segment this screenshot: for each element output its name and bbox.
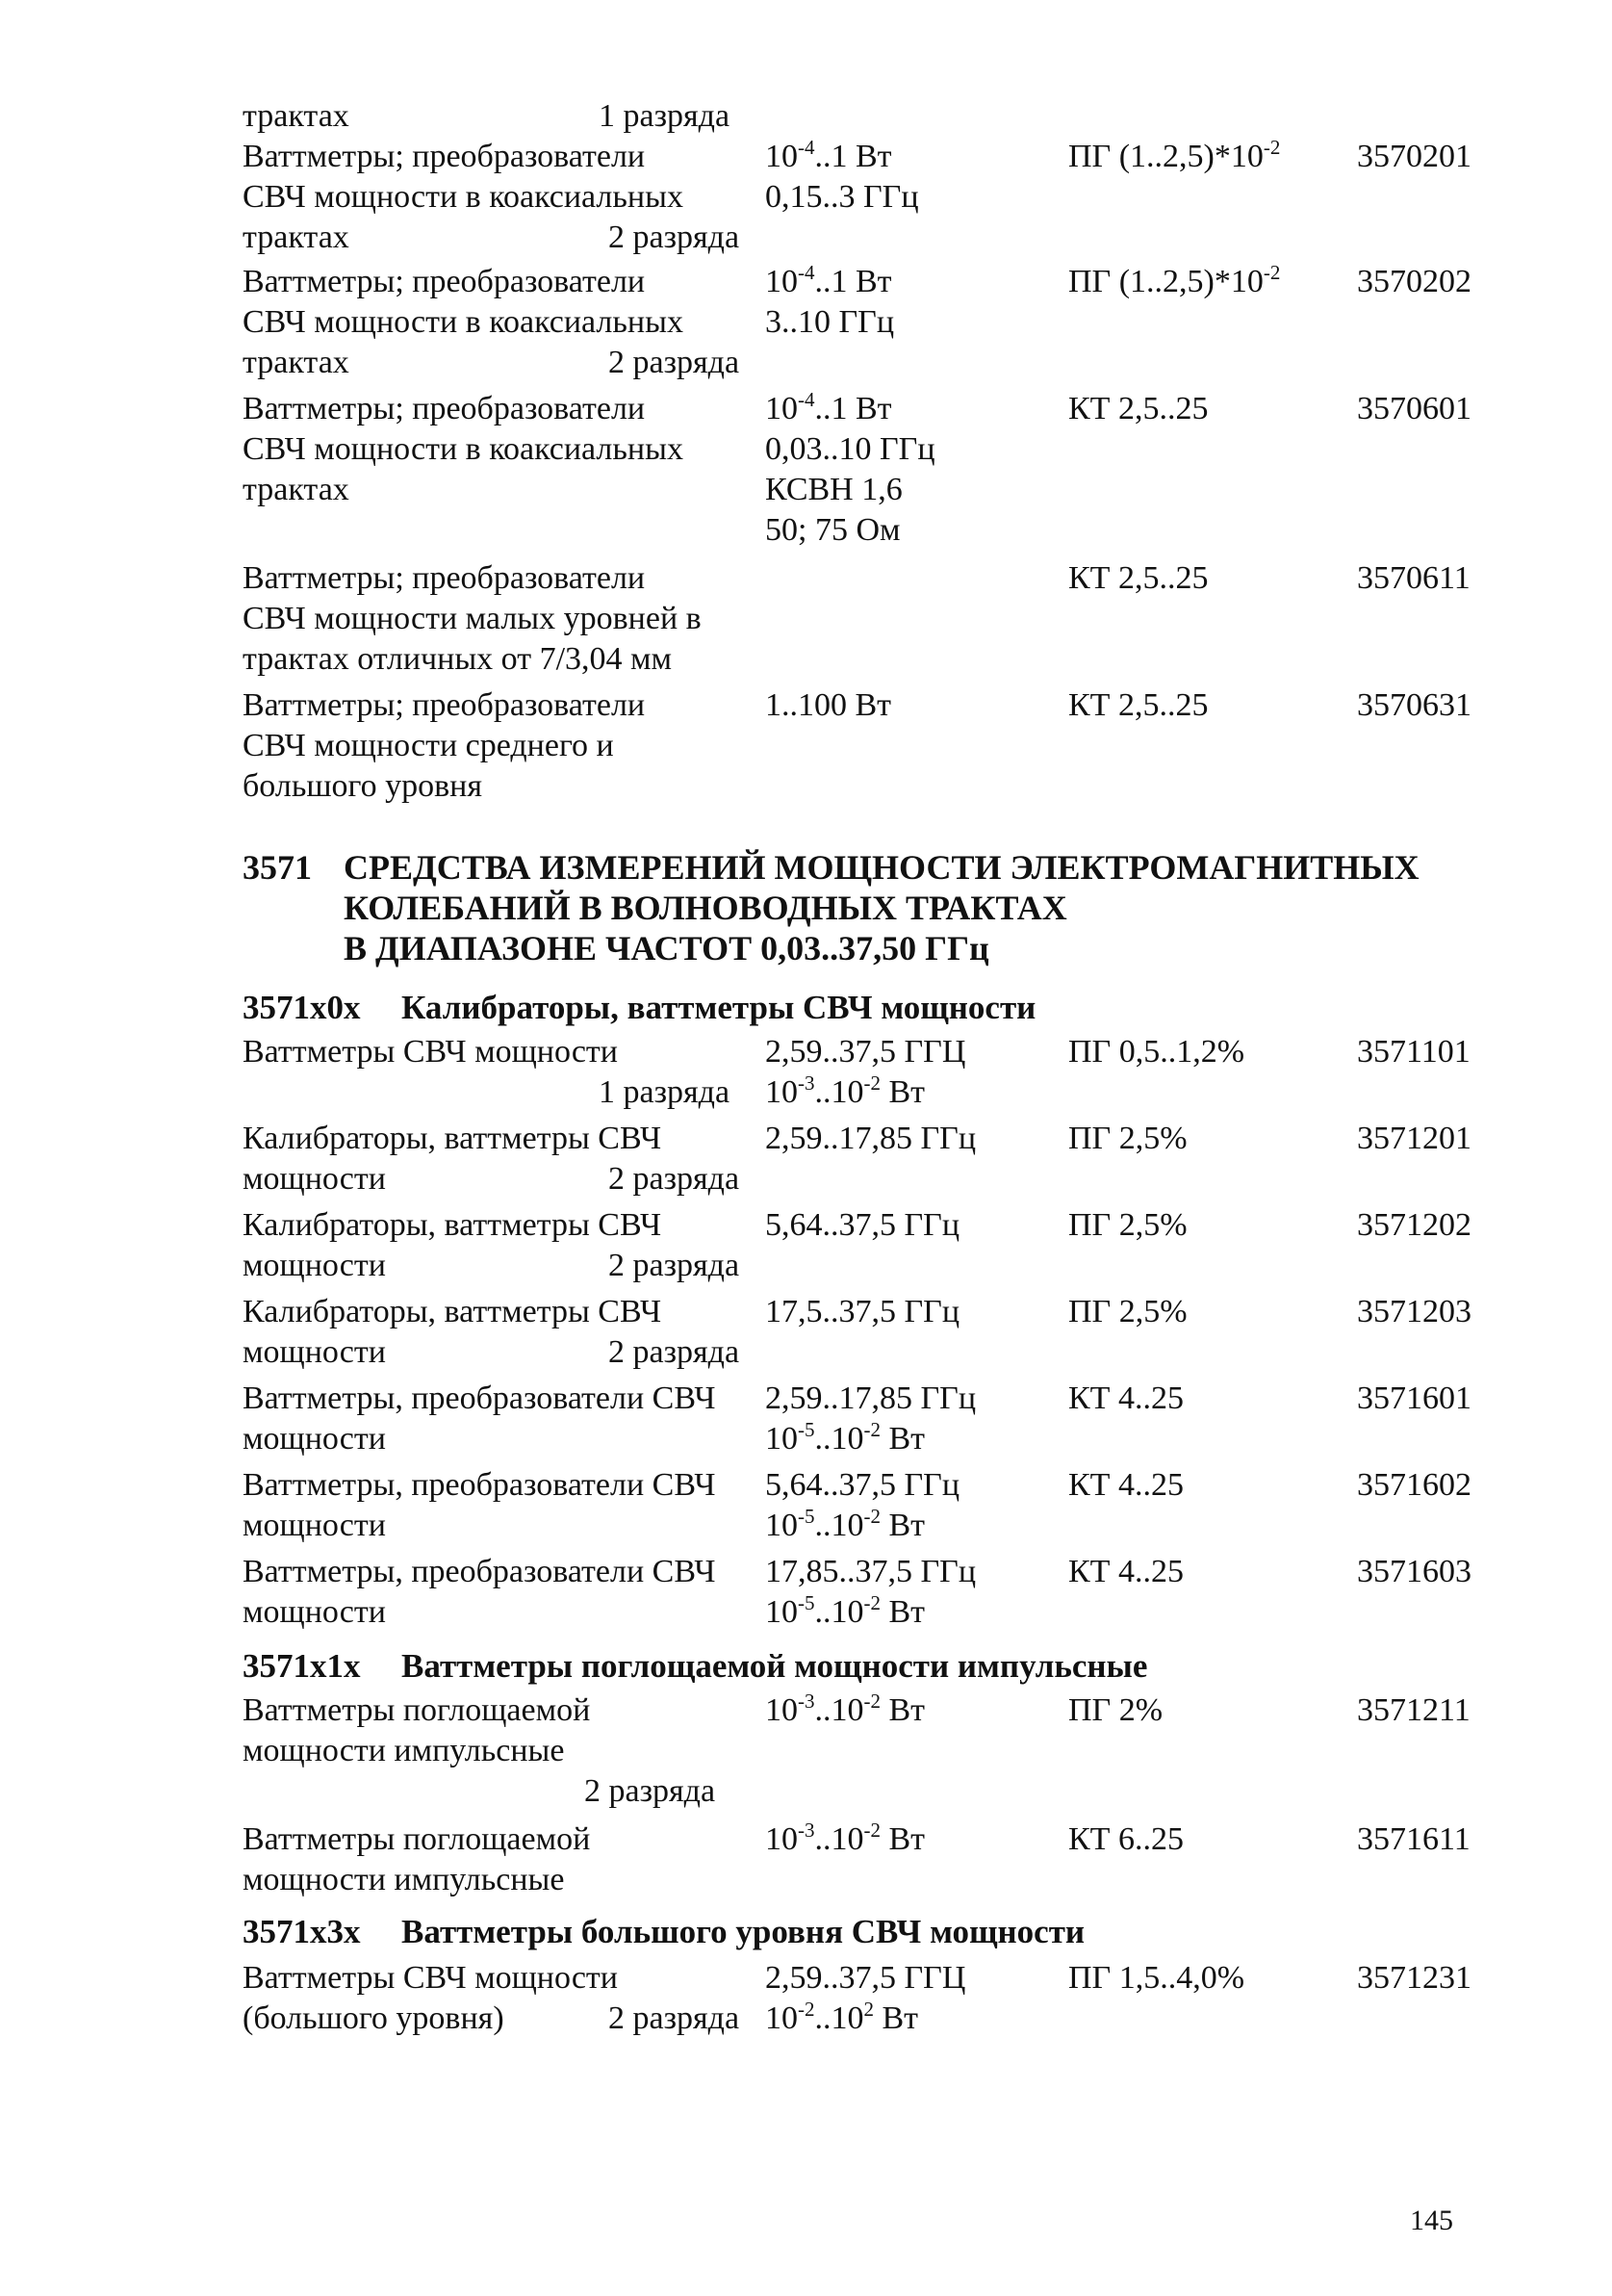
type-code: 3571611 (1357, 1821, 1471, 1857)
description-line: Ваттметры; преобразователи (243, 264, 646, 299)
frequency-range: 0,03..10 ГГц (765, 431, 935, 467)
description-line: мощности (243, 1508, 386, 1543)
subsection-heading (243, 1912, 1085, 1952)
frequency-range: 2,59..37,5 ГГЦ (765, 1960, 966, 1996)
power-range: $10^{-5}..10^{-2}$ Вт (765, 1418, 926, 1457)
description-line: (большого уровня) (243, 2000, 504, 2036)
power-range: $10^{-4}..1$ Вт (765, 388, 892, 426)
error-limit: ПГ 2% (1068, 1692, 1164, 1728)
description-line: СВЧ мощности в коаксиальных (243, 304, 683, 340)
page-number: 145 (1410, 2205, 1453, 2236)
error-limit: ПГ $(1..2,5)*10^{-2}$ (1068, 136, 1281, 174)
description-line: мощности (243, 1334, 386, 1370)
type-code: 3571231 (1357, 1960, 1471, 1996)
power-range: 1..100 Вт (765, 687, 892, 723)
description-line: Ваттметры СВЧ мощности (243, 1034, 618, 1070)
error-limit: ПГ $(1..2,5)*10^{-2}$ (1068, 261, 1281, 299)
power-range: $10^{-5}..10^{-2}$ Вт (765, 1591, 926, 1630)
description-line: Ваттметры СВЧ мощности (243, 1960, 618, 1996)
type-code: 3570611 (1357, 560, 1471, 596)
power-range: $10^{-4}..1$ Вт (765, 261, 892, 299)
subsection-code: 3571x0x (243, 989, 361, 1026)
power-range: $10^{-3}..10^{-2}$ Вт (765, 1071, 926, 1110)
impedance-value: 50; 75 Ом (765, 512, 901, 548)
frequency-range: 2,59..37,5 ГГЦ (765, 1034, 966, 1070)
description-line: СВЧ мощности в коаксиальных (243, 179, 683, 215)
frequency-range: 5,64..37,5 ГГц (765, 1467, 960, 1503)
description-line: Ваттметры, преобразователи СВЧ (243, 1554, 716, 1589)
type-code: 3571211 (1357, 1692, 1471, 1728)
error-limit: КТ 4..25 (1068, 1467, 1184, 1503)
rank-text: 2 разряда (608, 345, 740, 380)
description-line: Ваттметры; преобразователи (243, 139, 646, 174)
section-code: 3571 (243, 848, 312, 887)
description-line: трактах (243, 472, 349, 507)
type-code: 3571202 (1357, 1207, 1471, 1243)
error-limit: ПГ 2,5% (1068, 1294, 1188, 1329)
subsection-heading (243, 1646, 1147, 1687)
error-limit: ПГ 1,5..4,0% (1068, 1960, 1245, 1996)
description-line: Калибраторы, ваттметры СВЧ (243, 1121, 662, 1156)
description-line: мощности (243, 1594, 386, 1630)
error-limit: ПГ 2,5% (1068, 1207, 1188, 1243)
error-limit: КТ 4..25 (1068, 1554, 1184, 1589)
rank-text: 2 разряда (608, 2000, 740, 2036)
description-line: мощности (243, 1421, 386, 1457)
type-code: 3571601 (1357, 1380, 1471, 1416)
description-line: мощности импульсные (243, 1862, 565, 1897)
power-range: $10^{-3}..10^{-2}$ Вт (765, 1819, 926, 1857)
section-title-line: СРЕДСТВА ИЗМЕРЕНИЙ МОЩНОСТИ ЭЛЕКТРОМАГНИТНЫХ (344, 848, 1420, 887)
subsection-title: Ваттметры поглощаемой мощности импульсные (401, 1647, 1148, 1685)
description-line: СВЧ мощности среднего и (243, 728, 614, 763)
frequency-range: 5,64..37,5 ГГц (765, 1207, 960, 1243)
rank-text: 2 разряда (608, 219, 740, 255)
frequency-range: 17,5..37,5 ГГц (765, 1294, 960, 1329)
error-limit: КТ 2,5..25 (1068, 687, 1209, 723)
description-line: Ваттметры, преобразователи СВЧ (243, 1380, 716, 1416)
type-code: 3570631 (1357, 687, 1471, 723)
description-line: Ваттметры; преобразователи (243, 391, 646, 426)
subsection-title: Ваттметры большого уровня СВЧ мощности (401, 1913, 1086, 1950)
description-line: мощности (243, 1248, 386, 1283)
error-limit: КТ 2,5..25 (1068, 560, 1209, 596)
subsection-code: 3571x1x (243, 1647, 361, 1685)
description-line: Ваттметры, преобразователи СВЧ (243, 1467, 716, 1503)
description-line: СВЧ мощности малых уровней в (243, 601, 702, 636)
description-line: Ваттметры поглощаемой (243, 1692, 591, 1728)
frequency-range: 2,59..17,85 ГГц (765, 1380, 977, 1416)
description-line: мощности (243, 1161, 386, 1197)
rank-text: 2 разряда (584, 1773, 716, 1809)
type-code: 3570202 (1357, 264, 1471, 299)
section-title-line: КОЛЕБАНИЙ В ВОЛНОВОДНЫХ ТРАКТАХ (344, 889, 1067, 927)
description-line: Ваттметры; преобразователи (243, 560, 646, 596)
type-code: 3570201 (1357, 139, 1471, 174)
description-line: Калибраторы, ваттметры СВЧ (243, 1207, 662, 1243)
type-code: 3571603 (1357, 1554, 1471, 1589)
rank-text: 1 разряда (599, 1074, 730, 1110)
subsection-title: Калибраторы, ваттметры СВЧ мощности (401, 989, 1036, 1026)
description-line: Калибраторы, ваттметры СВЧ (243, 1294, 662, 1329)
subsection-heading (243, 988, 1036, 1028)
type-code: 3570601 (1357, 391, 1471, 426)
description-line: Ваттметры поглощаемой (243, 1821, 591, 1857)
rank-text: 2 разряда (608, 1248, 740, 1283)
frequency-range: 0,15..3 ГГц (765, 179, 919, 215)
description-text: трактах (243, 98, 349, 134)
frequency-range: 17,85..37,5 ГГц (765, 1554, 977, 1589)
frequency-range: 3..10 ГГц (765, 304, 895, 340)
subsection-code: 3571x3x (243, 1913, 361, 1950)
type-code: 3571201 (1357, 1121, 1471, 1156)
vswr-value: КСВН 1,6 (765, 472, 903, 507)
error-limit: КТ 4..25 (1068, 1380, 1184, 1416)
description-line: трактах (243, 345, 349, 380)
description-line: мощности импульсные (243, 1733, 565, 1768)
power-range: $10^{-2}..10^2$ Вт (765, 1998, 919, 2036)
power-range: $10^{-5}..10^{-2}$ Вт (765, 1505, 926, 1543)
type-code: 3571101 (1357, 1034, 1471, 1070)
error-limit: ПГ 2,5% (1068, 1121, 1188, 1156)
description-line: трактах отличных от 7/3,04 мм (243, 641, 673, 677)
rank-text: 2 разряда (608, 1161, 740, 1197)
error-limit: ПГ 0,5..1,2% (1068, 1034, 1245, 1070)
type-code: 3571203 (1357, 1294, 1471, 1329)
description-line: большого уровня (243, 768, 482, 804)
power-range: $10^{-3}..10^{-2}$ Вт (765, 1690, 926, 1728)
description-line: трактах (243, 219, 349, 255)
power-range: $10^{-4}..1$ Вт (765, 136, 892, 174)
error-limit: КТ 2,5..25 (1068, 391, 1209, 426)
description-line: СВЧ мощности в коаксиальных (243, 431, 683, 467)
description-line: Ваттметры; преобразователи (243, 687, 646, 723)
type-code: 3571602 (1357, 1467, 1471, 1503)
rank-text: 1 разряда (599, 98, 730, 134)
frequency-range: 2,59..17,85 ГГц (765, 1121, 977, 1156)
rank-text: 2 разряда (608, 1334, 740, 1370)
section-title-line: В ДИАПАЗОНЕ ЧАСТОТ 0,03..37,50 ГГц (344, 929, 989, 967)
error-limit: КТ 6..25 (1068, 1821, 1184, 1857)
